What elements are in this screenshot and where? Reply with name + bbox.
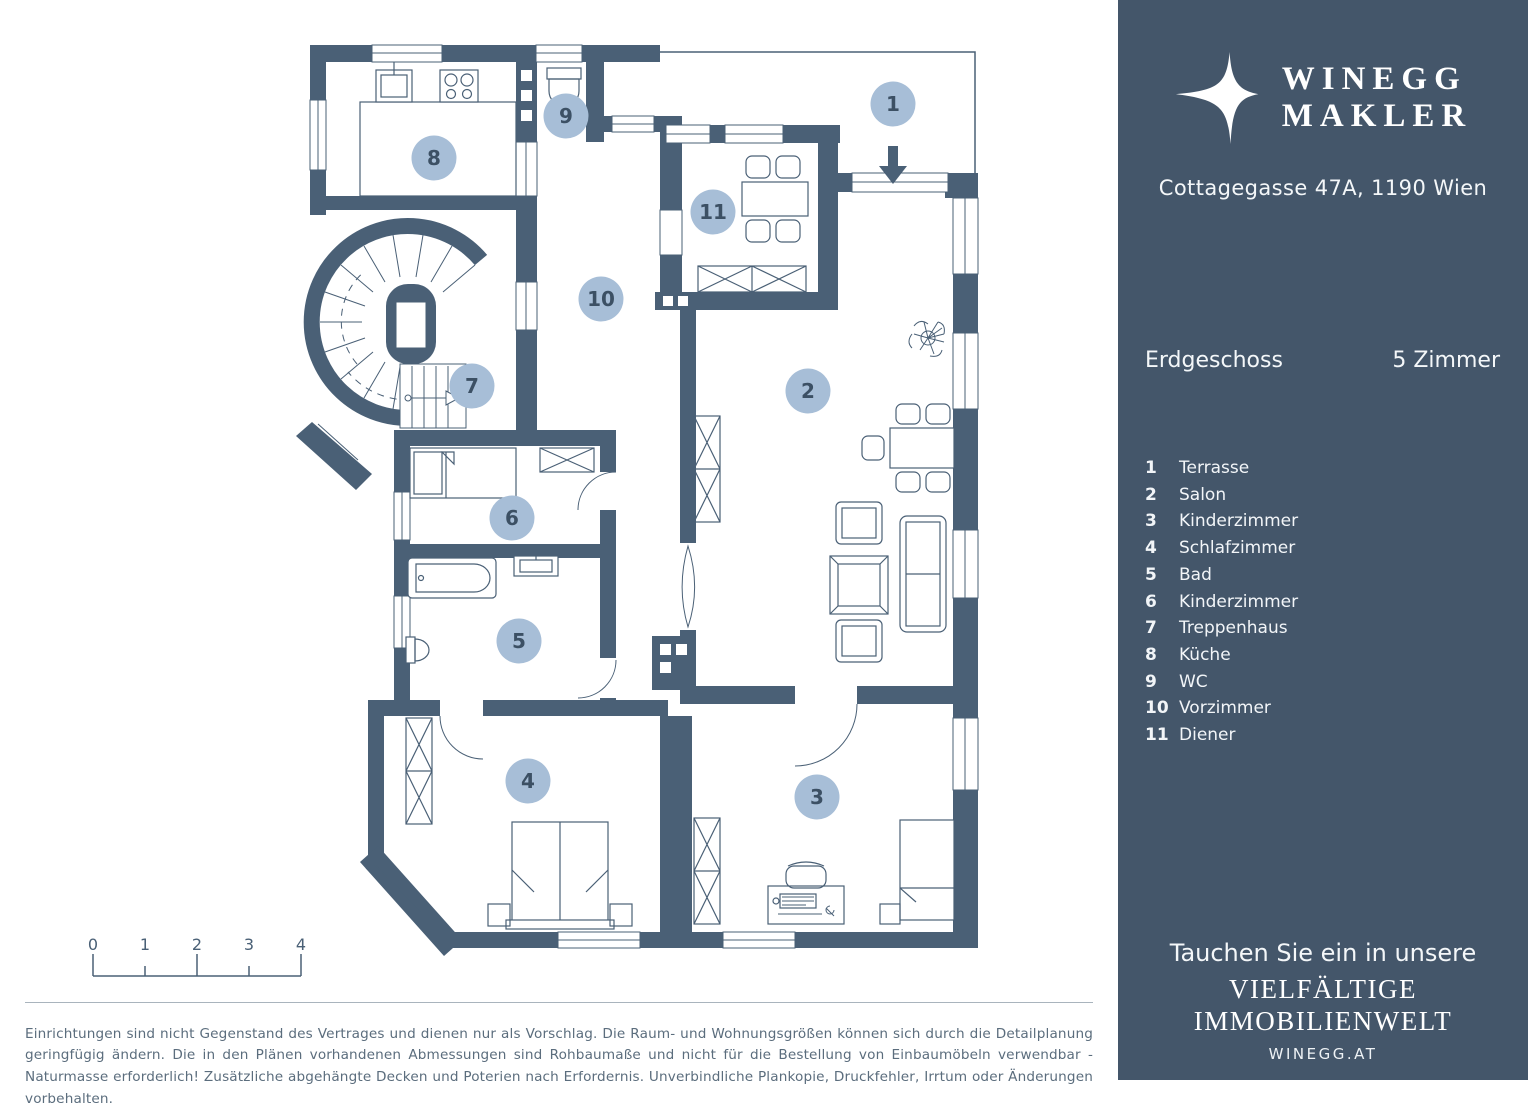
legend-item: 7 Treppenhaus (1145, 618, 1288, 639)
tagline-serif-1: VIELFÄLTIGE (1229, 974, 1417, 1004)
brand-line2: MAKLER (1281, 98, 1473, 134)
svg-text:3: 3 (243, 935, 255, 954)
room-badge (450, 364, 495, 409)
svg-text:5: 5 (512, 629, 526, 653)
room-badge (795, 775, 840, 820)
property-address: Cottagegasse 47A, 1190 Wien (1158, 176, 1488, 200)
tagline-serif-2: IMMOBILIENWELT (1193, 1006, 1453, 1036)
legend-item: 5 Bad (1145, 564, 1212, 585)
four-point-star-icon (1174, 42, 1266, 154)
brand-name (1282, 61, 1473, 135)
legend-item: 9 WC (1145, 671, 1208, 692)
room-badge (497, 619, 542, 664)
legend-item: 8 Küche (1145, 644, 1231, 665)
legend-item: 6 Kinderzimmer (1145, 591, 1299, 612)
svg-text:2: 2 (801, 379, 815, 403)
legend-item: 1 Terrasse (1145, 458, 1250, 478)
room-badge (871, 82, 916, 127)
room-badge (412, 136, 457, 181)
rooms-count-label: 5 Zimmer (1392, 348, 1500, 373)
footer-divider (25, 1002, 1093, 1003)
svg-text:8: 8 (427, 146, 441, 170)
sidebar (1118, 0, 1528, 1080)
svg-text:0: 0 (87, 935, 99, 954)
legend-item: 3 Kinderzimmer (1145, 511, 1299, 532)
room-badge (490, 496, 535, 541)
website-link[interactable]: WINEGG.AT (1268, 1045, 1378, 1063)
svg-text:1: 1 (886, 92, 900, 116)
floor-info-row (1118, 348, 1528, 373)
disclaimer-text: Einrichtungen sind nicht Gegenstand des Vertrages und dienen nur als Vorschlag. Die Raum- und Wohnungsgrößen können sich durch die Detailplanung geringfügig ändern. Die in den Plänen vorhandenen Abmessungen sind Rohbaumaße und nicht für die Bestellung von Einbaumöbeln verwendbar - Naturmasse erforderlich! Zusätzliche abgehängte Decken und Poterien nach Erfordernis. Unverbindliche Plankopie, Druckfehler, Irrtum oder Änderungen vorbehalten. (25, 1025, 1093, 1107)
svg-text:2: 2 (191, 935, 203, 954)
room-badge (786, 369, 831, 414)
svg-text:9: 9 (559, 104, 573, 128)
legend-item: 2 Salon (1145, 484, 1227, 505)
legend-item: 4 Schlafzimmer (1145, 538, 1296, 559)
svg-text:3: 3 (810, 785, 824, 809)
room-badge (506, 759, 551, 804)
svg-text:11: 11 (699, 200, 727, 224)
room-badge (691, 190, 736, 235)
terrace-outline (648, 52, 975, 176)
plant-icon (909, 321, 944, 356)
scale-bar (88, 935, 306, 976)
legend-item: 11 Diener (1145, 725, 1236, 746)
floor-label: Erdgeschoss (1145, 348, 1283, 373)
svg-text:4: 4 (521, 769, 535, 793)
svg-text:1: 1 (139, 935, 151, 954)
svg-text:10: 10 (587, 287, 615, 311)
svg-text:6: 6 (505, 506, 519, 530)
tagline-intro: Tauchen Sie ein in unsere (1169, 939, 1477, 967)
room-badge (579, 277, 624, 322)
brand-line1: WINEGG (1281, 61, 1467, 97)
room-legend (1145, 455, 1298, 749)
room-badge (544, 94, 589, 139)
svg-text:7: 7 (465, 374, 479, 398)
legend-item: 10 Vorzimmer (1145, 698, 1271, 719)
brand-logo (1118, 42, 1528, 154)
svg-text:4: 4 (295, 935, 307, 954)
